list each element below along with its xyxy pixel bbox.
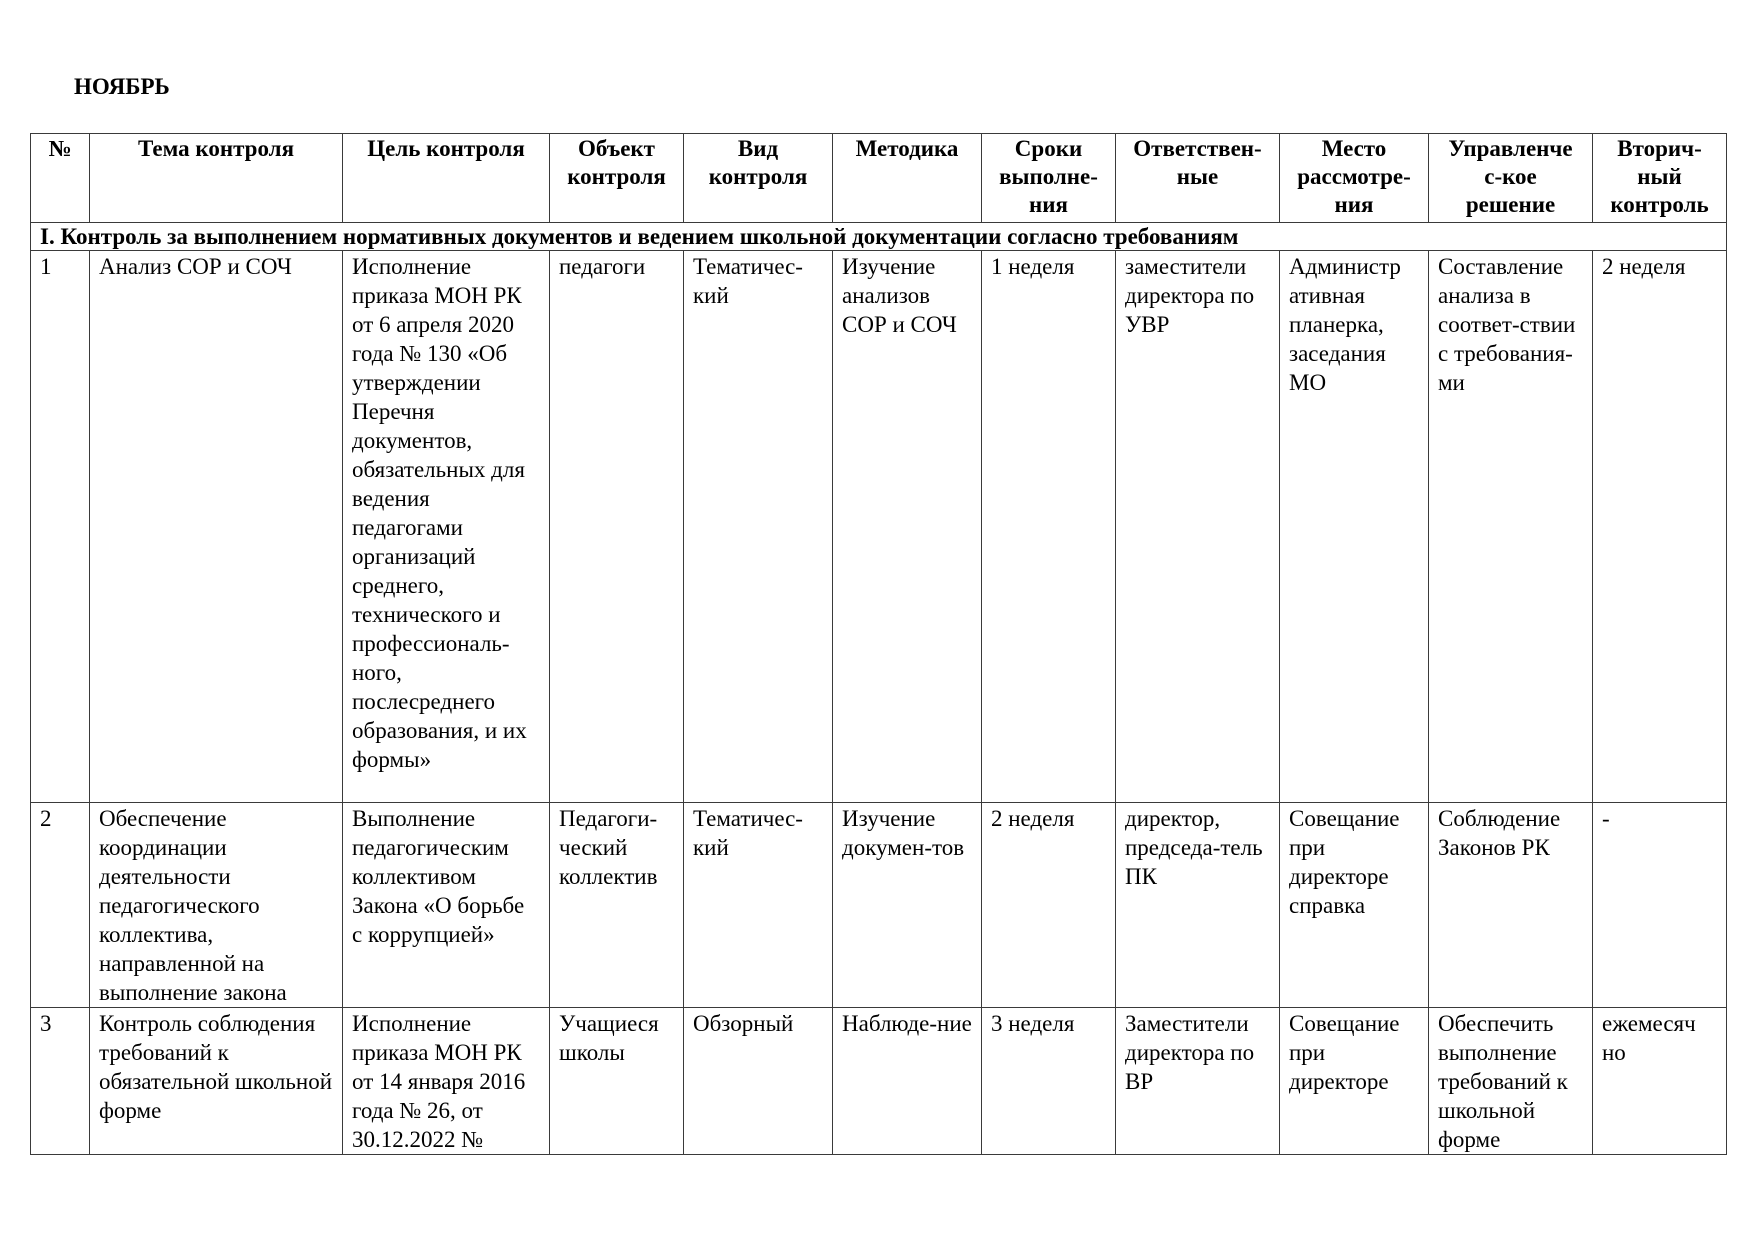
cell-method: Изучение докумен-тов bbox=[833, 803, 982, 1008]
col-header-responsible: Ответствен-ные bbox=[1116, 134, 1280, 223]
col-header-method: Методика bbox=[833, 134, 982, 223]
cell-topic: Обеспечение координации деятельности педагогического коллектива, направленной на выполнение закона bbox=[90, 803, 343, 1008]
cell-place: Администр ативная планерка, заседания МО bbox=[1280, 251, 1429, 803]
cell-object: Учащиеся школы bbox=[550, 1008, 684, 1155]
cell-term: 2 неделя bbox=[982, 803, 1116, 1008]
col-header-topic: Тема контроля bbox=[90, 134, 343, 223]
cell-num: 2 bbox=[31, 803, 90, 1008]
section-title: I. Контроль за выполнением нормативных документов и ведением школьной документации согласно требованиям bbox=[31, 223, 1727, 251]
cell-decision: Соблюдение Законов РК bbox=[1429, 803, 1593, 1008]
col-header-secondary: Вторич-ный контроль bbox=[1593, 134, 1727, 223]
cell-secondary: ежемесяч но bbox=[1593, 1008, 1727, 1155]
cell-responsible: заместители директора по УВР bbox=[1116, 251, 1280, 803]
cell-decision: Обеспечить выполнение требований к школьной форме bbox=[1429, 1008, 1593, 1155]
cell-num: 3 bbox=[31, 1008, 90, 1155]
cell-method: Изучение анализов СОР и СОЧ bbox=[833, 251, 982, 803]
cell-place: Совещание при директоре bbox=[1280, 1008, 1429, 1155]
cell-responsible: Заместители директора по ВР bbox=[1116, 1008, 1280, 1155]
month-heading: НОЯБРЬ bbox=[74, 74, 170, 99]
table-row bbox=[31, 803, 1727, 1008]
cell-object: Педагоги-ческий коллектив bbox=[550, 803, 684, 1008]
section-row bbox=[31, 223, 1727, 251]
cell-type: Тематичес-кий bbox=[684, 803, 833, 1008]
cell-responsible: директор, председа-тель ПК bbox=[1116, 803, 1280, 1008]
cell-goal: Исполнение приказа МОН РК от 14 января 2016 года № 26, от 30.12.2022 № bbox=[343, 1008, 550, 1155]
cell-decision: Составление анализа в соответ-ствии с требования-ми bbox=[1429, 251, 1593, 803]
col-header-goal: Цель контроля bbox=[343, 134, 550, 223]
cell-type: Обзорный bbox=[684, 1008, 833, 1155]
col-header-type: Вид контроля bbox=[684, 134, 833, 223]
cell-topic: Анализ СОР и СОЧ bbox=[90, 251, 343, 803]
cell-topic: Контроль соблюдения требований к обязательной школьной форме bbox=[90, 1008, 343, 1155]
cell-secondary: 2 неделя bbox=[1593, 251, 1727, 803]
cell-object: педагоги bbox=[550, 251, 684, 803]
col-header-object: Объект контроля bbox=[550, 134, 684, 223]
table-row bbox=[31, 251, 1727, 803]
cell-goal: Выполнение педагогическим коллективом Закона «О борьбе с коррупцией» bbox=[343, 803, 550, 1008]
cell-place: Совещание при директоре справка bbox=[1280, 803, 1429, 1008]
table-row bbox=[31, 1008, 1727, 1155]
cell-secondary: - bbox=[1593, 803, 1727, 1008]
col-header-term: Сроки выполне-ния bbox=[982, 134, 1116, 223]
col-header-place: Место рассмотре-ния bbox=[1280, 134, 1429, 223]
cell-term: 1 неделя bbox=[982, 251, 1116, 803]
table-header-row bbox=[31, 134, 1727, 223]
cell-term: 3 неделя bbox=[982, 1008, 1116, 1155]
cell-num: 1 bbox=[31, 251, 90, 803]
cell-type: Тематичес-кий bbox=[684, 251, 833, 803]
col-header-num: № bbox=[31, 134, 90, 223]
cell-goal: Исполнение приказа МОН РК от 6 апреля 2020 года № 130 «Об утверждении Перечня документов, обязательных для ведения педагогами организаций среднего, технического и профессиональ-ного, послесреднего образования, и их формы» bbox=[343, 251, 550, 803]
cell-method: Наблюде-ние bbox=[833, 1008, 982, 1155]
col-header-decision: Управленче с-кое решение bbox=[1429, 134, 1593, 223]
control-plan-table bbox=[30, 133, 1727, 1155]
